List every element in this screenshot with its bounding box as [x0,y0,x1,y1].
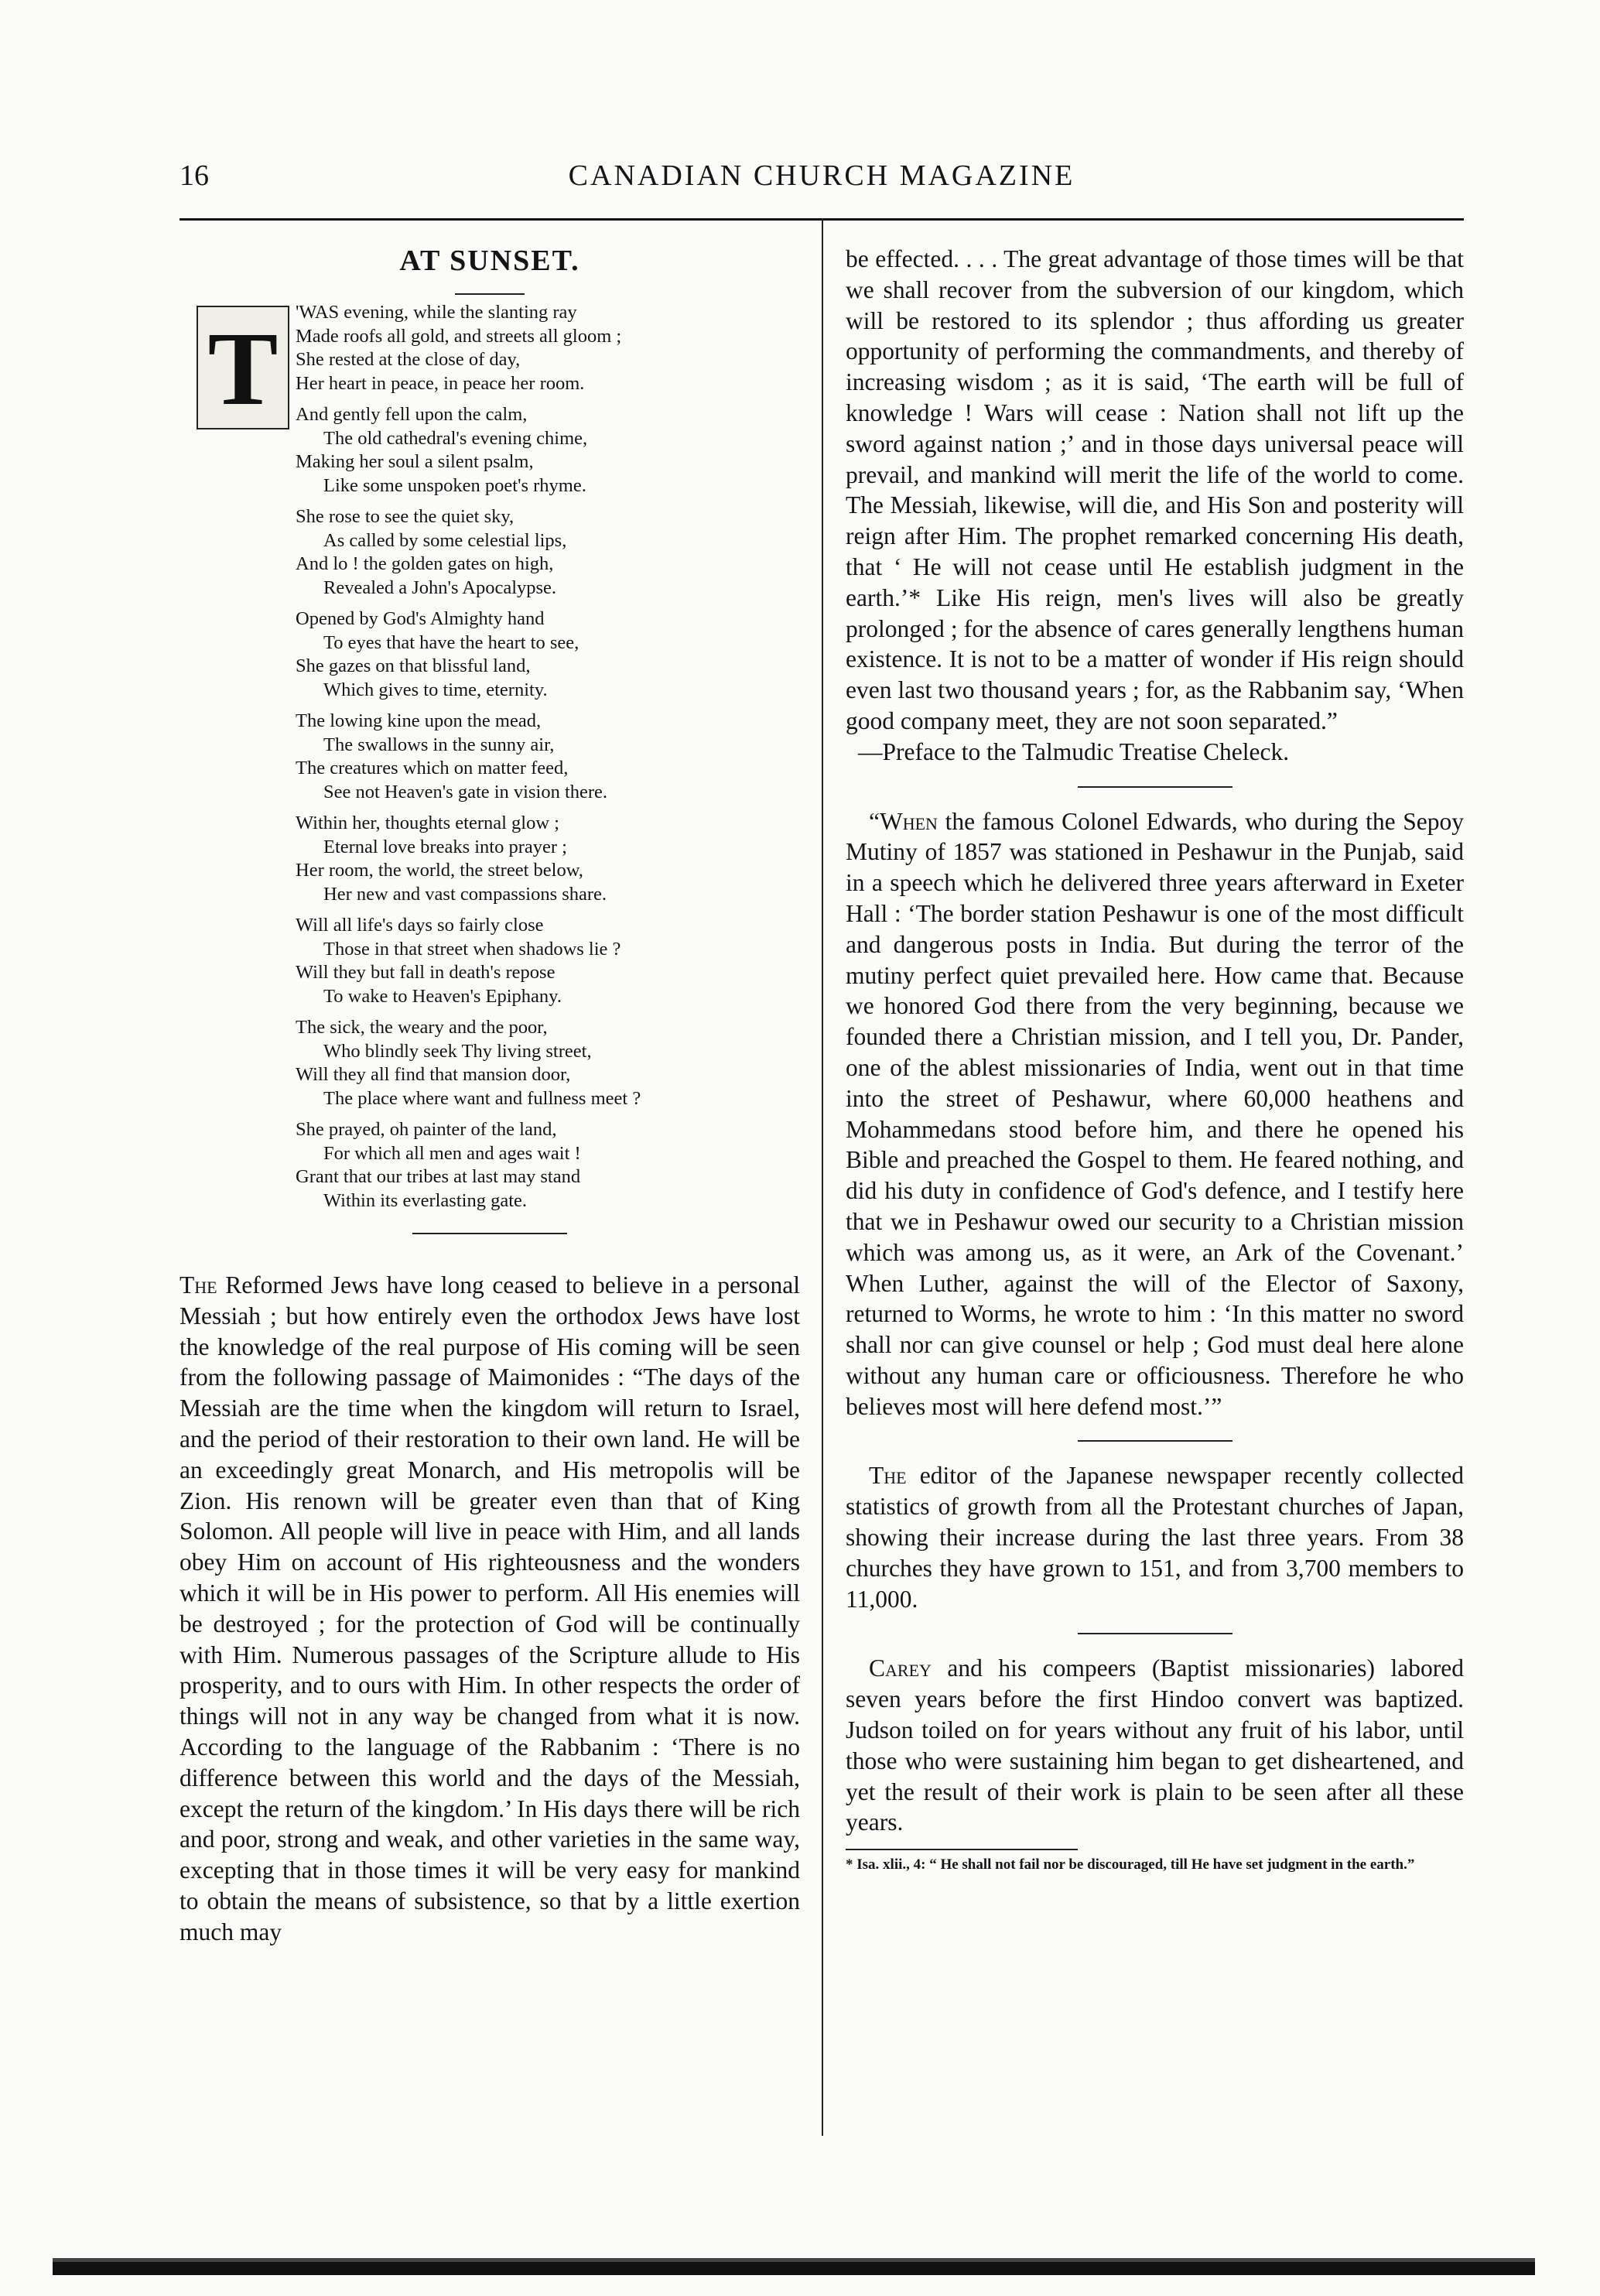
poem-line: She rose to see the quiet sky, [296,506,515,527]
poem-line: And lo ! the golden gates on high, [296,553,554,574]
poem-stanzas [296,301,800,498]
poem-line: Her new and vast compassions share. [323,883,607,905]
stanza [296,505,800,600]
scan-bottom-edge [53,2258,1535,2275]
article-lead-word: Carey [869,1654,932,1682]
poem-line: Those in that street when shadows lie ? [323,938,621,960]
poem-line: Making her soul a silent psalm, [296,451,534,472]
poem-line: Within her, thoughts eternal glow ; [296,813,559,833]
maimonides-continuation: be effected. . . . The great advantage of those times will be that we shall recover from the subversion of our kingdom, which will be restored to its splendor ; thus affording us greater opportunity of performing the commandments, and thereby of increasing wisdom ; as it is said, ‘The earth will be full of knowledge ! Wars will cease : Nation shall not lift up the sword against nation ;’ and in those days universal peace will prevail, and mankind will merit the life of the world to come. The Messiah, likewise, will die, and His Son and posterity will reign after Him. The prophet remarked concerning His death, that ‘ He will not cease until He establish judgment in the earth.’* Like His reign, men's lives will also be greatly prolonged ; for the absence of cares generally lengthens human existence. It is not to be a matter of wonder if His reign should even last two thousand years ; for, as the Rabbanim say, ‘When good company meet, they are not soon separated.” [846,245,1464,734]
poem-line: The lowing kine upon the mead, [296,710,542,731]
stanza [296,1118,800,1213]
poem-line: And gently fell upon the calm, [296,404,528,425]
right-column [846,244,1464,1873]
poem-line: Like some unspoken poet's rhyme. [323,474,586,496]
stanza [296,607,800,702]
poem-line: See not Heaven's gate in vision there. [323,781,608,802]
drop-cap-letter: T [207,311,279,427]
poem-end-rule [412,1233,567,1234]
poem-line: The creatures which on matter feed, [296,758,569,778]
poem-line: Will they but fall in death's repose [296,962,556,983]
edwards-article [846,806,1464,1422]
poem-line: The swallows in the sunny air, [323,734,555,755]
poem-line: She gazes on that blissful land, [296,655,531,676]
poem-line: Opened by God's Almighty hand [296,608,545,629]
poem-line: Revealed a John's Apocalypse. [323,577,557,598]
japan-article [846,1460,1464,1614]
poem-line: Grant that our tribes at last may stand [296,1166,581,1187]
stanza [296,1016,800,1110]
poem-line: Will all life's days so fairly close [296,915,544,936]
poem-line: Which gives to time, eternity. [323,679,548,700]
stanza [296,914,800,1008]
poem-line: The old cathedral's evening chime, [323,427,588,449]
poem-line: As called by some celestial lips, [323,529,567,551]
section-separator [1078,1633,1232,1634]
poem-line: To wake to Heaven's Epiphany. [323,985,562,1007]
stanza [296,301,800,395]
poem-line: The sick, the weary and the poor, [296,1017,548,1038]
stanza [296,812,800,906]
article-body: editor of the Japanese newspaper recently collected statistics of growth from all the Protestant churches of Japan, showing their increase during the last three years. From 38 churches they have grown to 151, and from 3,700 members to 11,000. [846,1462,1464,1613]
article-lead-word: The [179,1271,217,1299]
poem [179,301,800,1213]
page-number: 16 [179,159,209,192]
poem-stanzas-continued [296,505,800,1213]
footnote-rule [846,1849,1078,1850]
poem-line: Her heart in peace, in peace her room. [296,372,585,394]
article-body: the famous Colonel Edwards, who during the Sepoy Mutiny of 1857 was stationed in Peshawur in the Punjab, said in a speech which he delivered three years afterward in Exeter Hall : ‘The border station Peshawur is one of the most difficult and dangerous posts in India. But during the terror of the mutiny perfect quiet prevailed here. How came that. Because we honored God there from the very beginning, because we founded there a Christian mission, and I tell you, Dr. Pander, one of the ablest missionaries of India, went out in that time into the street of Peshawur, where 60,000 heathens and Mohammedans stood before him, and there he opened his Bible and preached the Gospel to them. He feared nothing, and did his duty in confidence of God's defence, and I testify here that we in Peshawur owed our security to a Christian mission which was among us, as it were, an Ark of the Covenant.’ When Luther, against the will of the Elector of Saxony, returned to Worms, he wrote to him : ‘In this matter no sword shall nor can give counsel or help ; God must deal here alone without any human care or officiousness. Therefore he who believes most will here defend most.’” [846,807,1464,1420]
article-body: and his compeers (Baptist missionaries) labored seven years before the first Hindoo convert was baptized. Judson toiled on for years without any fruit of his labor, until those who were sustaining him began to get disheartened, and yet the result of their work is plain to be seen after all these years. [846,1654,1464,1836]
article-lead-word: The [869,1462,907,1490]
poem-line: She rested at the close of day, [296,349,521,370]
article-body: Reformed Jews have long ceased to believe in a personal Messiah ; but how entirely even the orthodox Jews have lost the knowledge of the real purpose of His coming will be seen from the following passage of Maimonides : “The days of the Messiah are the time when the kingdom will return to Israel, and the period of their restoration to their own land. He will be an exceedingly great Monarch, and His metropolis will be Zion. His renown will be greater even than that of King Solomon. All people will live in peace with Him, and all lands obey Him on account of His righteousness and the wonders which it will be in His power to perform. All His enemies will be destroyed ; for the protection of God will be continually with Him. Numerous passages of the Scripture allude to His prosperity, and to ours with Him. In other respects the order of things will not in any way be changed from what it is now. According to the language of the Rabbanim : ‘There is no difference between this world and the days of the Messiah, except the return of the kingdom.’ In His days there will be rich and poor, strong and weak, and other varieties in the same way, excepting that in those times it will be very easy for mankind to obtain the means of subsistence, so that by a little exertion much may [179,1271,800,1945]
section-separator [1078,786,1232,788]
reformed-jews-article [179,1270,800,1948]
left-column [179,244,800,1948]
carey-article [846,1653,1464,1838]
poem-line: Will they all find that mansion door, [296,1064,571,1085]
poem-line: The place where want and fullness meet ? [323,1087,641,1109]
page-header [179,159,1464,205]
running-title: CANADIAN CHURCH MAGAZINE [568,159,1075,192]
poem-title: AT SUNSET. [399,245,580,277]
poem-line: For which all men and ages wait ! [323,1142,581,1164]
poem-line: Made roofs all gold, and streets all gloom ; [296,325,622,347]
title-rule [455,293,525,295]
article-lead-word: “When [869,807,938,835]
stanza [296,710,800,804]
poem-line: 'WAS evening, while the slanting ray [296,302,577,323]
poem-line: Eternal love breaks into prayer ; [323,836,567,857]
section-separator [1078,1440,1232,1442]
ornamental-drop-cap [197,306,289,429]
poem-line: Her room, the world, the street below, [296,860,583,881]
citation: —Preface to the Talmudic Treatise Cheleck. [858,737,1290,765]
poem-line: Who blindly seek Thy living street, [323,1040,592,1062]
column-divider [822,218,823,2136]
poem-line: Within its everlasting gate. [323,1189,528,1211]
poem-line: She prayed, oh painter of the land, [296,1119,557,1140]
poem-line: To eyes that have the heart to see, [323,631,579,653]
footnote: * Isa. xlii., 4: “ He shall not fail nor be discouraged, till He have set judgment in the earth.” [846,1856,1415,1873]
stanza [296,403,800,498]
